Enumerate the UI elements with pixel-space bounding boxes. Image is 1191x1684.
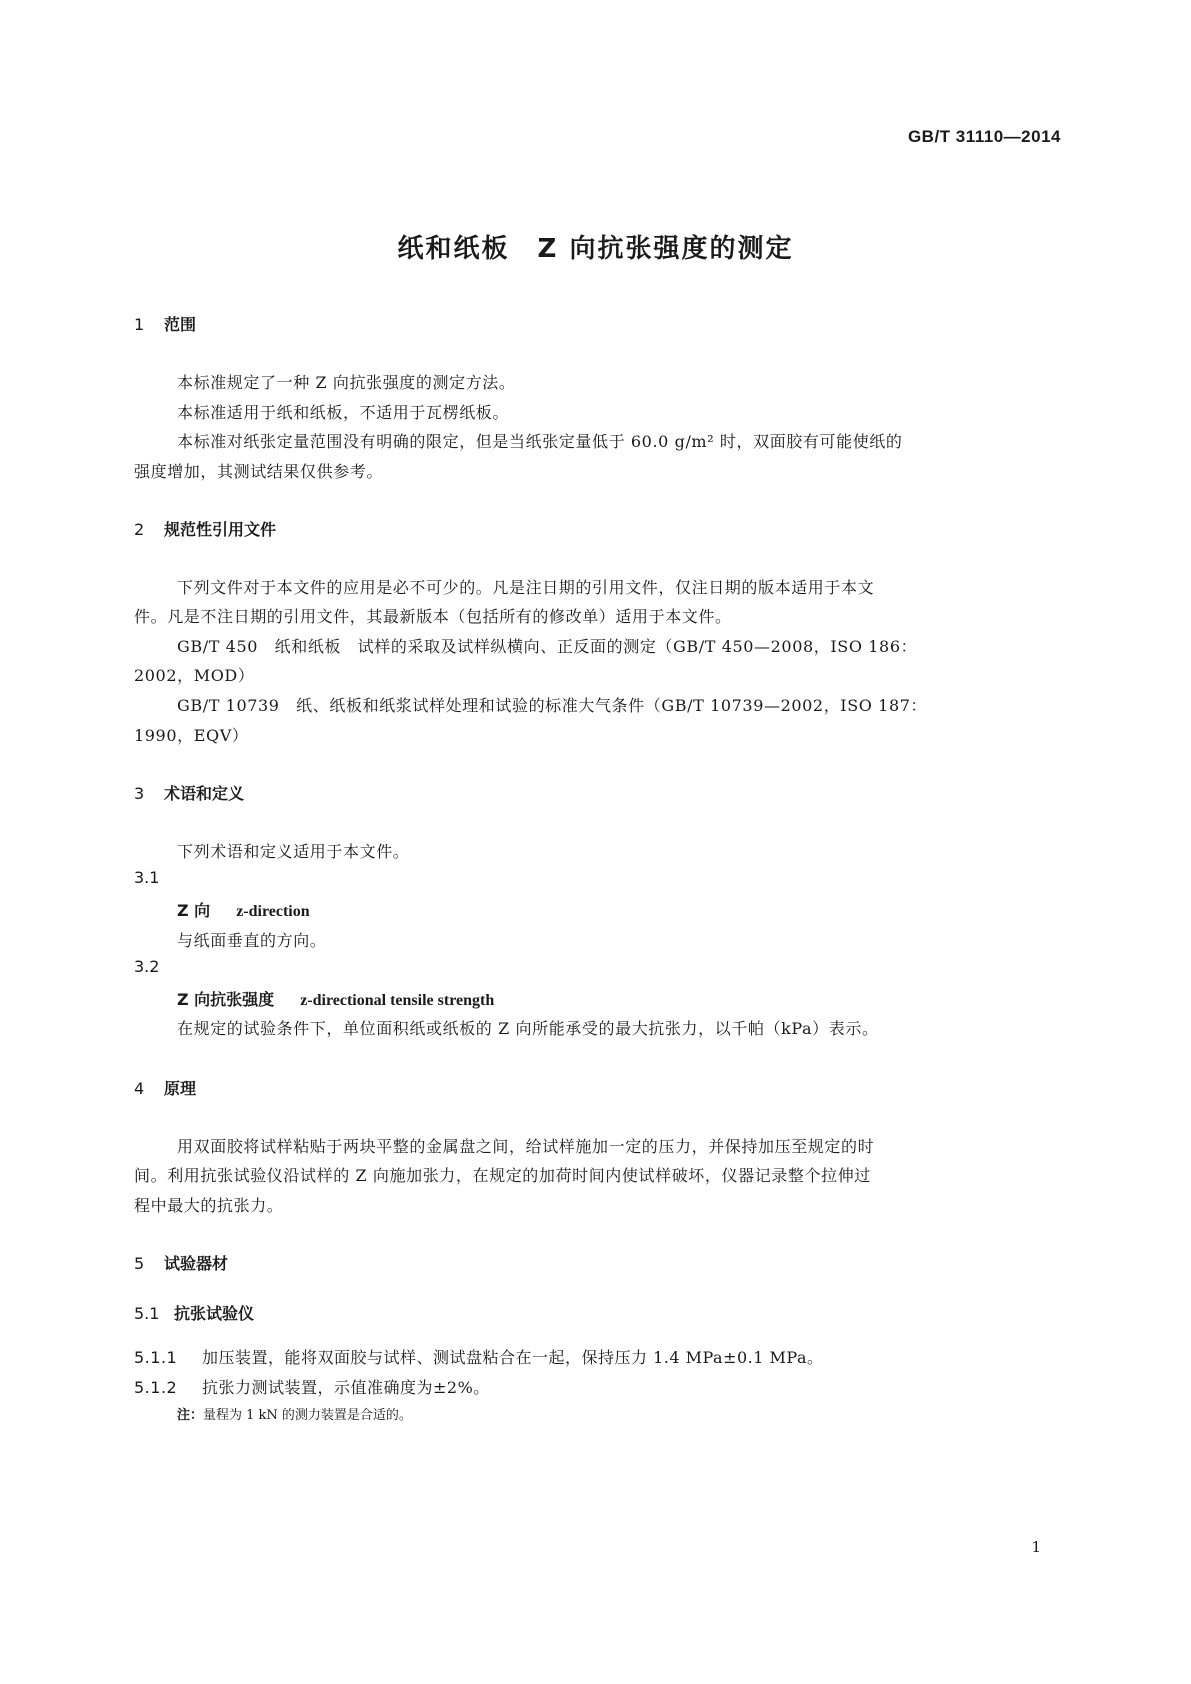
subsection-title: 抗张试验仪 [174, 1304, 255, 1323]
paragraph: 下列术语和定义适用于本文件。 [177, 842, 410, 861]
section-3-heading [134, 781, 244, 804]
paragraph: 本标准适用于纸和纸板，不适用于瓦楞纸板。 [177, 403, 510, 422]
note-text: 量程为 1 kN 的测力装置是合适的。 [203, 1408, 412, 1423]
term-entry [177, 898, 310, 921]
clause-5-1-2 [134, 1375, 490, 1398]
clause-number: 5.1.1 [134, 1348, 178, 1367]
paragraph: 本标准对纸张定量范围没有明确的限定，但是当纸张定量低于 60.0 g/m² 时，双面胶有可能使纸的 [177, 432, 903, 451]
subsection-5-1-heading [134, 1301, 254, 1324]
term-chinese: Z 向抗张强度 [177, 990, 275, 1009]
term-english: z-directional tensile strength [300, 992, 495, 1009]
section-title: 范围 [164, 315, 197, 334]
section-4-heading [134, 1076, 196, 1099]
section-2-heading [134, 517, 276, 540]
subsection-number: 5.1 [134, 1304, 160, 1323]
section-title: 试验器材 [164, 1254, 229, 1273]
clause-5-1-1 [134, 1345, 824, 1368]
reference-continuation: 2002，MOD） [134, 666, 255, 685]
section-title: 规范性引用文件 [164, 520, 277, 539]
paragraph-continuation: 强度增加，其测试结果仅供参考。 [134, 462, 384, 481]
clause-text: 加压装置，能将双面胶与试样、测试盘粘合在一起，保持压力 1.4 MPa±0.1 MPa。 [202, 1348, 824, 1367]
term-chinese: Z 向 [177, 901, 211, 920]
section-title: 原理 [164, 1079, 197, 1098]
paragraph-continuation: 程中最大的抗张力。 [134, 1196, 284, 1215]
section-1-heading [134, 312, 196, 335]
paragraph-continuation: 间。利用抗张试验仪沿试样的 Z 向施加张力，在规定的加荷时间内使试样破坏，仪器记录整个拉伸过 [134, 1166, 871, 1185]
paragraph: 本标准规定了一种 Z 向抗张强度的测定方法。 [177, 373, 516, 392]
paragraph: 下列文件对于本文件的应用是必不可少的。凡是注日期的引用文件，仅注日期的版本适用于本文 [177, 578, 875, 597]
term-definition: 与纸面垂直的方向。 [177, 931, 327, 950]
section-title: 术语和定义 [164, 784, 245, 803]
term-definition: 在规定的试验条件下，单位面积纸或纸板的 Z 向所能承受的最大抗张力，以千帕（kPa）表示。 [177, 1019, 879, 1038]
paragraph: 用双面胶将试样粘贴于两块平整的金属盘之间，给试样施加一定的压力，并保持加压至规定的时 [177, 1137, 875, 1156]
term-entry [177, 987, 494, 1010]
section-number: 4 [134, 1079, 145, 1098]
page-number: 1 [1031, 1538, 1041, 1556]
note-label: 注： [177, 1408, 204, 1423]
reference-item: GB/T 450 纸和纸板 试样的采取及试样纵横向、正反面的测定（GB/T 450—2008，ISO 186： [177, 637, 918, 656]
term-number: 3.2 [134, 957, 160, 976]
section-number: 1 [134, 315, 145, 334]
reference-item: GB/T 10739 纸、纸板和纸浆试样处理和试验的标准大气条件（GB/T 10739—2002，ISO 187： [177, 696, 928, 715]
clause-text: 抗张力测试装置，示值准确度为±2%。 [202, 1378, 490, 1397]
document-title: 纸和纸板 Z 向抗张强度的测定 [397, 234, 794, 264]
section-number: 2 [134, 520, 145, 539]
clause-number: 5.1.2 [134, 1378, 178, 1397]
term-english: z-direction [236, 903, 310, 920]
note [177, 1404, 412, 1423]
section-number: 5 [134, 1254, 145, 1273]
section-number: 3 [134, 784, 145, 803]
paragraph-continuation: 件。凡是不注日期的引用文件，其最新版本（包括所有的修改单）适用于本文件。 [134, 607, 732, 626]
term-number: 3.1 [134, 868, 160, 887]
section-5-heading [134, 1251, 228, 1274]
standard-number: GB/T 31110—2014 [907, 127, 1061, 146]
reference-continuation: 1990，EQV） [134, 726, 249, 745]
